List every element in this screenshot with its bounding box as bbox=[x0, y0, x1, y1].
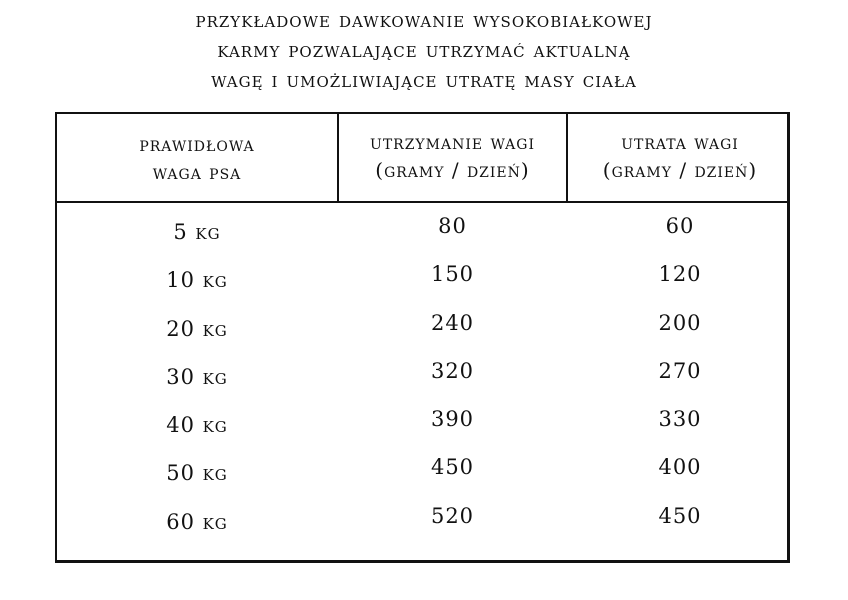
table-body bbox=[57, 214, 787, 552]
loss-cell: 200 bbox=[658, 310, 702, 335]
header-line: waga psa bbox=[152, 160, 242, 184]
table-row bbox=[57, 504, 787, 552]
table-row bbox=[57, 455, 787, 503]
header-line: (gramy / dzień) bbox=[375, 158, 530, 182]
table-header bbox=[57, 114, 787, 203]
document-title bbox=[0, 6, 848, 96]
title-line: przykładowe dawkowanie wysokobiałkowej bbox=[195, 8, 653, 33]
dosage-table bbox=[55, 112, 790, 563]
header-line: (gramy / dzień) bbox=[602, 158, 758, 182]
header-loss bbox=[568, 128, 792, 184]
maintain-cell: 390 bbox=[430, 407, 475, 432]
table-row bbox=[57, 407, 787, 455]
table-row bbox=[57, 311, 787, 359]
loss-cell: 60 bbox=[665, 214, 695, 238]
maintain-cell: 450 bbox=[430, 455, 475, 480]
header-line: utrata wagi bbox=[621, 130, 739, 154]
table-row bbox=[57, 214, 787, 262]
loss-cell: 330 bbox=[658, 407, 702, 432]
weight-cell: 60 kg bbox=[166, 509, 228, 534]
weight-cell: 10 kg bbox=[166, 268, 228, 293]
header-line: utrzymanie wagi bbox=[370, 130, 535, 154]
maintain-cell: 320 bbox=[430, 358, 475, 383]
weight-cell: 40 kg bbox=[166, 413, 228, 438]
maintain-cell: 520 bbox=[430, 503, 475, 528]
table-row bbox=[57, 262, 787, 310]
loss-cell: 270 bbox=[658, 358, 702, 383]
weight-cell: 50 kg bbox=[166, 461, 228, 486]
table-row bbox=[57, 359, 787, 407]
weight-cell: 5 kg bbox=[173, 220, 221, 244]
weight-cell: 30 kg bbox=[166, 364, 228, 389]
maintain-cell: 150 bbox=[430, 262, 475, 287]
loss-cell: 120 bbox=[658, 262, 702, 287]
title-line: karmy pozwalające utrzymać aktualną bbox=[217, 38, 631, 63]
loss-cell: 450 bbox=[658, 503, 702, 528]
header-weight bbox=[57, 130, 337, 186]
header-line: prawidłowa bbox=[139, 132, 255, 156]
maintain-cell: 240 bbox=[430, 310, 475, 335]
weight-cell: 20 kg bbox=[166, 316, 228, 341]
loss-cell: 400 bbox=[658, 455, 702, 480]
header-maintain bbox=[339, 128, 566, 184]
maintain-cell: 80 bbox=[438, 214, 467, 238]
title-line: wagę i umożliwiające utratę masy ciała bbox=[211, 68, 637, 93]
